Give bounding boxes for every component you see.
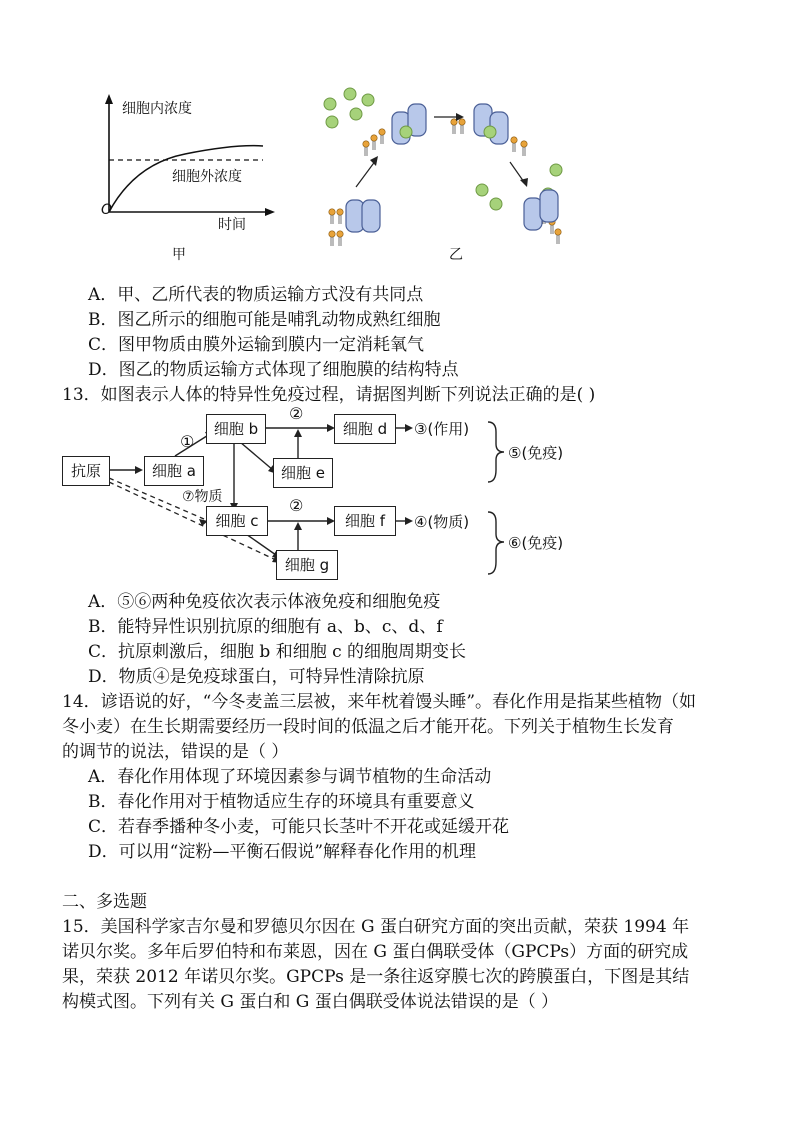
q14-stem-line-1: 14．谚语说的好，“今冬麦盖三层被，来年枕着馒头睡”。春化作用是指某些植物（如 [62,692,697,712]
figure-jia-caption: 甲 [172,247,186,263]
q15-stem-line-4: 构模式图。下列有关 G 蛋白和 G 蛋白偶联受体说法错误的是（ ） [62,992,559,1012]
x-axis-label: 时间 [218,217,246,233]
q14-option-b: B．春化作用对于植物适应生存的环境具有重要意义 [88,792,475,812]
q14-stem-line-3: 的调节的说法，错误的是（ ） [62,742,289,762]
section-heading: 二、多选题 [62,892,147,912]
q12-option-d: D．图乙的物质运输方式体现了细胞膜的结构特点 [88,360,459,380]
immune-flow-connectors [0,400,800,590]
q14-stem-line-2: 冬小麦）在生长期需要经历一段时间的低温之后才能开花。下列关于植物生长发育 [62,717,674,737]
q15-stem-line-3: 果，荣获 2012 年诺贝尔奖。GPCPs 是一条往返穿膜七次的跨膜蛋白，下图是其结 [62,967,690,987]
output-6-immunity: ⑥(免疫) [508,534,564,552]
cell-d-box: 细胞 d [334,414,396,444]
cell-c-box: 细胞 c [206,506,268,536]
label-2-bottom: ② [289,496,304,515]
label-2-top: ② [289,404,304,423]
figure-yi-illustration [318,82,578,252]
q13-option-d: D．物质④是免疫球蛋白，可特异性清除抗原 [88,667,425,687]
q14-option-d: D．可以用“淀粉—平衡石假说”解释春化作用的机理 [88,842,477,862]
cell-g-box: 细胞 g [276,550,338,580]
q12-option-b: B．图乙所示的细胞可能是哺乳动物成熟红细胞 [88,310,441,330]
q13-stem: 13．如图表示人体的特异性免疫过程，请据图判断下列说法正确的是( ) [62,385,596,405]
q14-option-c: C．若春季播种冬小麦，可能只长茎叶不开花或延缓开花 [88,817,510,837]
label-1: ① [180,432,195,451]
output-3-action: ③(作用) [414,420,470,438]
q12-option-c: C．图甲物质由膜外运输到膜内一定消耗氧气 [88,335,425,355]
q13-option-b: B．能特异性识别抗原的细胞有 a、b、c、d、f [88,617,443,637]
cell-e-box: 细胞 e [273,458,333,488]
q13-option-a: A．⑤⑥两种免疫依次表示体液免疫和细胞免疫 [88,592,441,612]
q14-option-a: A．春化作用体现了环境因素参与调节植物的生命活动 [88,767,492,787]
y-axis-label: 细胞内浓度 [122,101,192,117]
antigen-box: 抗原 [62,456,110,486]
figure-yi-caption: 乙 [449,247,463,263]
q12-option-a: A．甲、乙所代表的物质运输方式没有共同点 [88,285,424,305]
cell-b-box: 细胞 b [206,414,266,444]
q15-stem-line-1: 15．美国科学家吉尔曼和罗德贝尔因在 G 蛋白研究方面的突出贡献，荣获 1994 年 [62,917,690,937]
cell-f-box: 细胞 f [334,506,396,536]
curve-label: 细胞外浓度 [172,169,242,185]
q15-stem-line-2: 诺贝尔奖。多年后罗伯特和布莱恩，因在 G 蛋白偶联受体（GPCPs）方面的研究成 [62,942,689,962]
label-7-substance: ⑦物质 [182,489,223,505]
origin-label: O [101,202,113,218]
cell-a-box: 细胞 a [144,456,204,486]
q13-option-c: C．抗原刺激后，细胞 b 和细胞 c 的细胞周期变长 [88,642,467,662]
output-5-immunity: ⑤(免疫) [508,444,564,462]
output-4-substance: ④(物质) [414,513,470,531]
